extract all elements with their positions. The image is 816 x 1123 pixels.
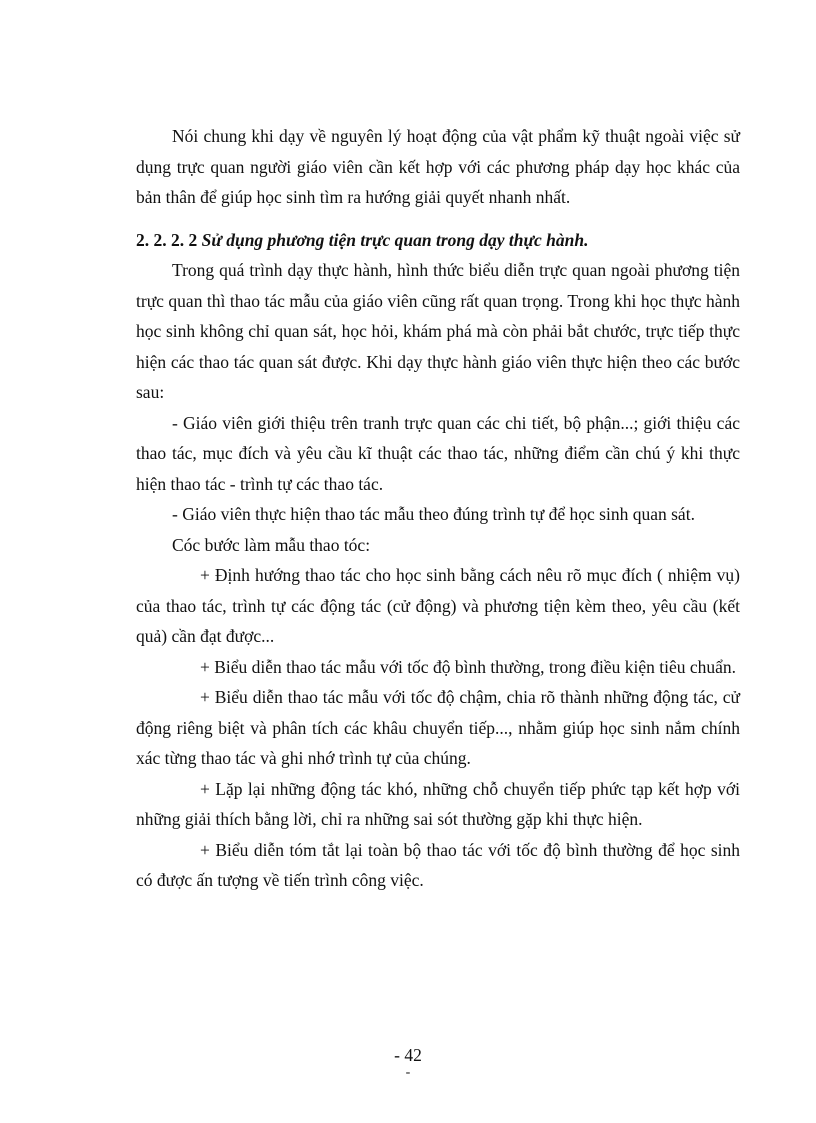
paragraph-steps-heading: Cóc bước làm mẫu thao tóc: — [172, 534, 371, 555]
paragraph-step-2: - Giáo viên thực hiện thao tác mẫu theo đúng trình tự để học sinh quan sát. — [172, 504, 695, 524]
section-title: Sử dụng phương tiện trực quan trong dạy thực hành. — [201, 229, 589, 250]
section-number: 2. 2. 2. 2 — [136, 229, 198, 250]
list-item-summary: + Biểu diễn tóm tắt lại toàn bộ thao tác với tốc độ bình thường để học sinh có được ấn tượng về tiến trình công việc. — [136, 839, 740, 890]
list-item-normal-speed: + Biểu diễn thao tác mẫu với tốc độ bình thường, trong điều kiện tiêu chuẩn. — [200, 656, 737, 677]
list-item-repeat: + Lặp lại những động tác khó, những chỗ chuyển tiếp phức tạp kết hợp với những giải thích bằng lời, chỉ ra những sai sót thường gặp khi thực hiện. — [136, 778, 740, 829]
section-heading — [136, 225, 740, 256]
footer-dash: - — [405, 1065, 411, 1080]
list-item-orient: + Định hướng thao tác cho học sinh bằng cách nêu rõ mục đích ( nhiệm vụ) của thao tác, trình tự các động tác (cử động) và phương tiện kèm theo, yêu cầu (kết quả) cần đạt được... — [136, 565, 740, 646]
page-footer — [0, 1044, 816, 1080]
paragraph-practice: Trong quá trình dạy thực hành, hình thức biểu diễn trực quan ngoài phương tiện trực quan thì thao tác mẫu của giáo viên cũng rất quan trọng. Trong khi học thực hành học sinh không chỉ quan sát, học hỏi, khám phá mà còn phải bắt chước, trực tiếp thực hiện các thao tác quan sát được. Khi dạy thực hành giáo viên thực hiện theo các bước sau: — [136, 260, 740, 402]
paragraph-intro: Nói chung khi dạy về nguyên lý hoạt động của vật phẩm kỹ thuật ngoài việc sử dụng trực quan người giáo viên cần kết hợp với các phương pháp dạy học khác của bản thân để giúp học sinh tìm ra hướng giải quyết nhanh nhất. — [136, 126, 740, 207]
page-number: - 42 — [394, 1045, 422, 1065]
paragraph-step-1: - Giáo viên giới thiệu trên tranh trực quan các chi tiết, bộ phận...; giới thiệu các thao tác, mục đích và yêu cầu kĩ thuật các thao tác, những điểm cần chú ý khi thực hiện thao tác - trình tự các thao tác. — [136, 412, 740, 494]
page-content — [136, 121, 740, 896]
list-item-slow-speed: + Biểu diễn thao tác mẫu với tốc độ chậm, chia rõ thành những động tác, cử động riêng biệt và phân tích các khâu chuyển tiếp..., nhằm giúp học sinh nắm chính xác từng thao tác và ghi nhớ trình tự của chúng. — [136, 687, 740, 768]
